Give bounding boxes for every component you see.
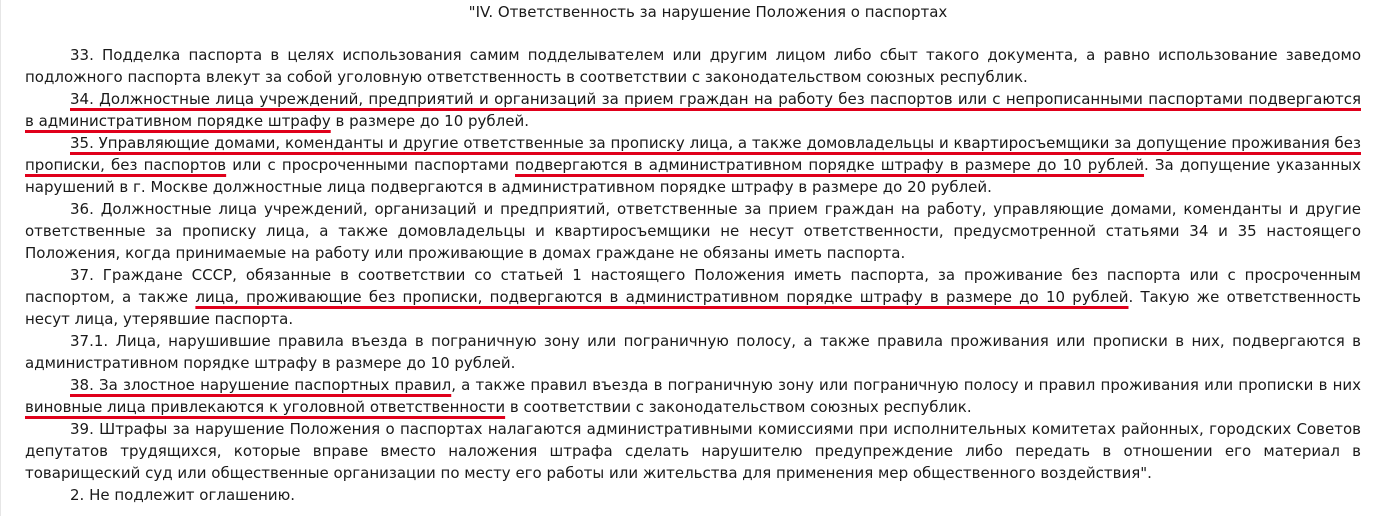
underlined-text: лица, проживающие без прописки, подвергаются в административном порядке штрафу в размере до 10 рублей [195, 288, 1129, 306]
section-title: "IV. Ответственность за нарушение Положения о паспортах [468, 3, 948, 21]
paragraph-p36 [25, 198, 1361, 264]
underlined-text: подвергаются в административном порядке штрафу в размере до 10 рублей [515, 156, 1145, 174]
paragraph-p34 [25, 88, 1361, 132]
spacer [25, 24, 1361, 44]
text-span: в размере до 10 рублей. [330, 112, 530, 130]
document [25, 0, 1361, 506]
underlined-text: 35. Управляющие домами, коменданты и другие ответственные за прописку лица, а также домовладельцы и квартиросъемщики за допущение проживания без прописки, без паспортов [25, 134, 1361, 174]
underlined-text: 38. За злостное нарушение паспортных правил [70, 376, 452, 394]
text-span: 36. Должностные лица учреждений, организаций и предприятий, ответственные за прием граждан на работу, управляющие домами, коменданты и другие ответственные за прописку лица, а также домовладельцы и квартиросъемщики не несут ответственности, предусмотренной статьями 34 и 35 настоящего Положения, когда принимаемые на работу или проживающие в домах граждане не обязаны иметь паспорта. [25, 200, 1361, 262]
text-span: 2. Не подлежит оглашению. [70, 486, 296, 504]
paragraph-p33 [25, 44, 1361, 88]
underlined-text: 34. Должностные лица учреждений, предприятий и организаций за прием граждан на работу без паспортов или с непрописанными паспортами подвергаются в административном порядке штрафу [25, 90, 1361, 130]
paragraph-p39 [25, 418, 1361, 484]
text-span: или с просроченными паспортами [226, 156, 515, 174]
text-span: в соответствии с законодательством союзных республик. [505, 398, 972, 416]
text-span: 39. Штрафы за нарушение Положения о паспортах налагаются административными комиссиями при исполнительных комитетах районных, городских Советов депутатов трудящихся, которые вправе вместо наложения штрафа сделать нарушителю предупреждение либо передать в отношении его материал в товарищеский суд или общественные организации по месту его работы или жительства для применения мер общественного воздействия". [25, 420, 1361, 482]
paragraphs [25, 44, 1361, 506]
page-edge [0, 0, 1, 516]
paragraph-p2 [25, 484, 1361, 506]
text-span: 37. Граждане СССР, обязанные в соответствии со статьей 1 настоящего Положения иметь паспорта, за проживание без паспорта или с просроченным паспортом, а также [25, 266, 1361, 306]
paragraph-p38 [25, 374, 1361, 418]
text-span: 33. Подделка паспорта в целях использования самим подделывателем или другим лицом либо сбыт такого документа, а равно использование заведомо подложного паспорта влекут за собой уголовную ответственность в соответствии с законодательством союзных республик. [25, 46, 1361, 86]
text-span: . За допущение указанных нарушений в г. Москве должностные лица подвергаются в административном порядке штрафу в размере до 20 рублей. [25, 156, 1362, 196]
underlined-text: виновные лица привлекаются к уголовной ответственности [25, 398, 506, 416]
paragraph-p37-1 [25, 330, 1361, 374]
paragraph-p37 [25, 264, 1361, 330]
text-span: 37.1. Лица, нарушившие правила въезда в пограничную зону или пограничную полосу, а также правила проживания или прописки в них, подвергаются в административном порядке штрафу в размере до 10 рублей. [25, 332, 1361, 372]
text-span: . Такую же ответственность несут лица, утерявшие паспорта. [25, 288, 1362, 328]
paragraph-p35 [25, 132, 1361, 198]
text-span: , а также правил въезда в пограничную зону или пограничную полосу и правил проживания или прописки в них [451, 376, 1362, 394]
